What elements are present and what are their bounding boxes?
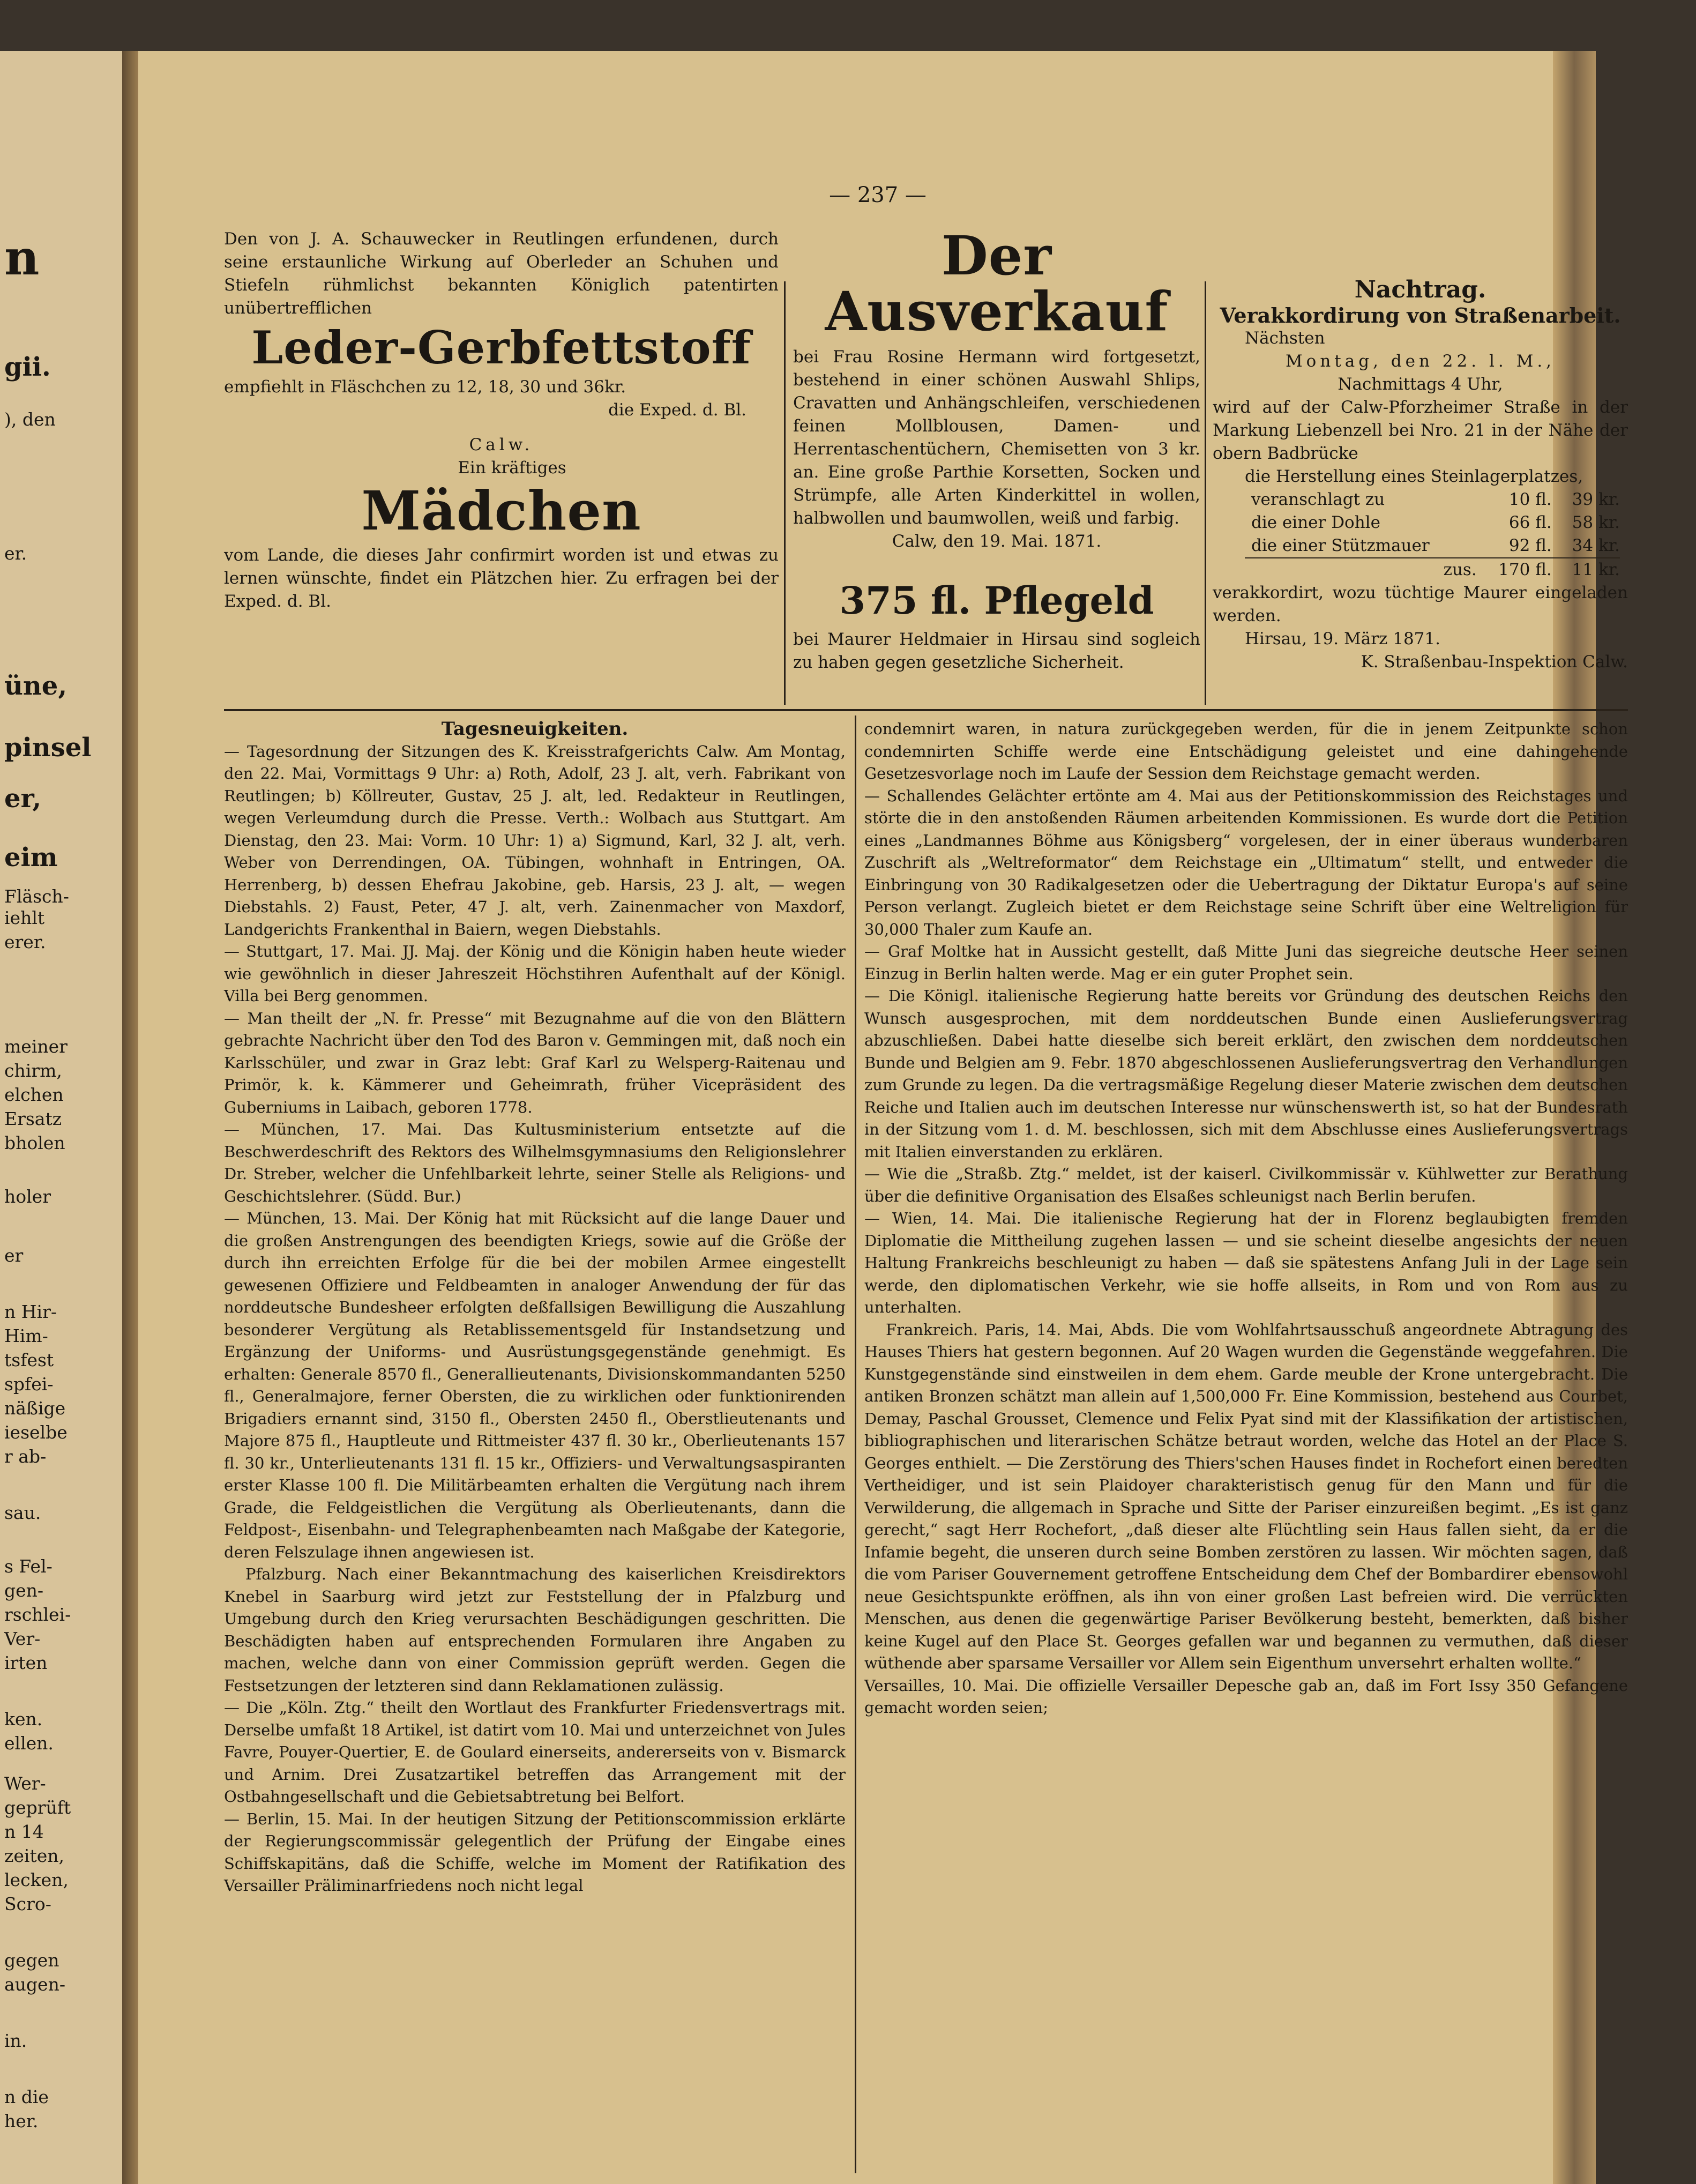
news-item: Pfalzburg. Nach einer Bekanntmachung des kaiserlichen Kreisdirektors Knebel in Saarburg wird jetzt zur Feststellung der in Pfalzburg und Umgebung durch den Krieg verursachten Beschädigungen geschritten. Die Beschädigten haben auf entsprechenden Formularen ihre Angaben zu machen, welche dann von einer Commission geprüft werden. Gegen die Festsetzungen der letzteren sind dann Reklamationen zulässig.: [224, 1565, 846, 1695]
news-item: — Tagesordnung der Sitzungen des K. Kreisstrafgerichts Calw. Am Montag, den 22. Mai, Vormittags 9 Uhr: a) Roth, Adolf, 23 J. alt, verh. Fabrikant von Reutlingen; b) Köllreuter, Gustav, 25 J. alt, led. Redakteur in Reutlingen, wegen Verleumdung durch die Presse. Verth.: Wolbach aus Stuttgart. Am Dienstag, den 23. Mai: Vorm. 10 Uhr: 1) a) Sigmund, Karl, 32 J. alt, verh. Weber von Derrendingen, OA. Tübingen, wohnhaft in Entringen, OA. Herrenberg, b) dessen Ehefrau Jakobine, geb. Harsis, 23 J. alt, — wegen Diebstahls. 2) Faust, Peter, 47 J. alt, verh. Zainenmacher von Maxdorf, Landgerichts Frankenthal in Baiern, wegen Diebstahls.: [224, 742, 846, 938]
pflegeld-title: 375 fl. Pflegeld: [839, 578, 1154, 623]
left-page-fragment-line: spfei-: [4, 1374, 54, 1395]
left-page-fragment-line: sau.: [4, 1502, 41, 1523]
news-column-rule: [855, 715, 856, 2173]
left-page-fragment-line: Fläsch-: [4, 886, 69, 907]
news-item: — Man theilt der „N. fr. Presse“ mit Bezugnahme auf die von den Blättern gebrachte Nachricht über den Tod des Baron v. Gemmingen mit, daß noch ein Karlsschüler, und zwar in Graz lebt: Graf Karl zu Welsperg-Raitenau und Primör, k. k. Kämmerer und Geheimrath, früher Vicepräsident des Guberniums in Laibach, geboren 1778.: [224, 1009, 846, 1116]
ad-column-3: [1213, 276, 1628, 674]
left-page-fragment-line: augen-: [4, 1974, 65, 1995]
news-item: — Berlin, 15. Mai. In der heutigen Sitzung der Petitionscommission erklärte der Regierungscommissär gelegentlich der Prüfung der Eingabe eines Schiffskapitäns, daß die Schiffe, welche im Moment der Ratifikation des Versailler Präliminarfriedens noch nicht legal: [224, 1809, 846, 1895]
news-item: — München, 17. Mai. Das Kultusministerium entsetzte auf die Beschwerdeschrift des Rektors des Wilhelmsgymnasiums den Religionslehrer Dr. Streber, welcher die Unfehlbarkeit lehrte, seiner Stelle als Religions- und Geschichtslehrer. (Südd. Bur.): [224, 1120, 846, 1205]
left-page-fragment-line: erer.: [4, 931, 46, 952]
left-page-fragment-line: näßige: [4, 1398, 66, 1419]
calw-heading: Calw.: [469, 435, 534, 454]
left-page-fragment-line: tsfest: [4, 1350, 54, 1370]
gerbfett-title: Leder-Gerbfettstoff: [251, 321, 751, 374]
ausverkauf-text: bei Frau Rosine Hermann wird fortgesetzt, bestehend in einer schönen Auswahl Shlips, Cravatten und Anhängschleifen, verschiedenen feinen Mollblousen, Damen- und Herrentaschentüchern, Chemisetten von 3 kr. an. Eine große Parthie Korsetten, Socken und Strümpfe, alle Arten Kinderkittel in wollen, halbwollen und baumwollen, weiß und farbig.: [793, 347, 1200, 528]
left-page-fragment-line: holer: [4, 1186, 51, 1207]
left-page-fragment-line: Scro-: [4, 1894, 51, 1914]
cost-row-total: zus. 170 fl. 11 kr.: [1245, 558, 1620, 582]
gerbfett-intro: Den von J. A. Schauwecker in Reutlingen erfundenen, durch seine erstaunliche Wirkung auf Oberleder an Schuhen und Stiefeln rühmlichst bekannten Königlich patentirten unübertrefflichen: [224, 229, 779, 318]
left-page-fragment-line: n Hir-: [4, 1301, 57, 1322]
left-page-fragment-line: geprüft: [4, 1797, 71, 1818]
left-page-fragment-line: gii.: [4, 352, 51, 382]
nachtrag-title: Nachtrag.: [1354, 276, 1486, 303]
ad-column-2: [793, 224, 1200, 674]
news-item: — Graf Moltke hat in Aussicht gestellt, daß Mitte Juni das siegreiche deutsche Heer seinen Einzug in Berlin halten werde. Mag er ein guter Prophet sein.: [864, 942, 1628, 983]
ausverkauf-date: Calw, den 19. Mai. 1871.: [892, 532, 1102, 551]
left-page-fragment-line: Ver-: [4, 1628, 41, 1649]
left-page-fragment-line: Him-: [4, 1325, 48, 1346]
left-page-fragment-line: in.: [4, 2030, 27, 2051]
nachtrag-l4: wird auf der Calw-Pforzheimer Straße in der Markung Liebenzell bei Nro. 21 in der Nähe der obern Badbrücke: [1213, 398, 1628, 463]
maedchen-intro: Ein kräftiges: [458, 458, 566, 478]
left-page-fragment-line: bholen: [4, 1132, 65, 1153]
news-item: — München, 13. Mai. Der König hat mit Rücksicht auf die lange Dauer und die großen Anstrengungen des beendigten Kriegs, sowie auf die Größe der durch ihn erreichten Erfolge für die bei der mobilen Armee eingestellt gewesenen Offiziere und Feldbeamten in analoger Anwendung der für das norddeutsche Bundesheer erfolgten deßfallsigen Bewilligung die Auszahlung besonderer Vergütung als Retablissementsgeld für Instandsetzung und Ergänzung der Uniforms- und Ausrüstungsgegenstände genehmigt. Es erhalten: Generale 8570 fl., Generallieutenants, Divisionskommandanten 5250 fl., Generalmajore, ferner Obersten, die zu wirklichen oder funktionirenden Brigadiers ernannt sind, 3150 fl., Obersten 2450 fl., Oberstlieutenants und Majore 875 fl., Hauptleute und Rittmeister 437 fl. 30 kr., Oberlieutenants 157 fl. 30 kr., Unterlieutenants 131 fl. 15 kr., Offiziers- und Verwaltungsaspiranten erster Klasse 100 fl. Die Militärbeamten erhalten die Vergütung nach ihrem Grade, die Feldgeistlichen die Vergütung als Oberlieutenants, dann die Feldpost-, Eisenbahn- und Telegraphenbeamten nach Maßgabe der Kategorie, deren Felszulage ihnen angewiesen ist.: [224, 1209, 846, 1561]
cost-row: die einer Stützmauer 92 fl. 34 kr.: [1251, 536, 1620, 555]
cost-row: die einer Dohle 66 fl. 58 kr.: [1251, 513, 1620, 532]
left-page-fragment-line: r ab-: [4, 1446, 47, 1467]
cost-row: veranschlagt zu 10 fl. 39 kr.: [1251, 490, 1620, 509]
left-page-fragment-line: n die: [4, 2086, 49, 2107]
left-page-fragment-line: rschlei-: [4, 1604, 71, 1625]
left-page-fragment-line: her.: [4, 2111, 39, 2131]
left-page-fragment-line: gen-: [4, 1580, 44, 1601]
left-page-fragment-line: elchen: [4, 1084, 64, 1105]
left-page-fragment-line: meiner: [4, 1036, 68, 1057]
news-column-left: [224, 718, 846, 1897]
left-page-fragment-line: iehlt: [4, 907, 45, 928]
pflegeld-text: bei Maurer Heldmaier in Hirsau sind sogleich zu haben gegen gesetzliche Sicherheit.: [793, 630, 1200, 672]
news-item: — Wien, 14. Mai. Die italienische Regierung hat der in Florenz beglaubigten fremden Diplomatie die Mittheilung zugehen lassen — und sie scheint dieselbe angesichts der neuen Haltung Frankreichs beschleunigt zu haben — daß sie spätestens Anfang Juli in der Lage sein werde, den diplomatischen Verkehr, wie sie hoffe allseits, in Rom und von Rom aus zu unterhalten.: [864, 1209, 1628, 1316]
nachtrag-l1: Nächsten: [1245, 329, 1325, 348]
left-page-fragment-line: n: [4, 229, 40, 286]
news-item: — Wie die „Straßb. Ztg.“ meldet, ist der kaiserl. Civilkommissär v. Kühlwetter zur Berathung über die definitive Organisation des Elsaßes schleunigst nach Berlin berufen.: [864, 1165, 1628, 1205]
gerbfett-sign: die Exped. d. Bl.: [608, 400, 746, 420]
news-heading: Tagesneuigkeiten.: [441, 718, 629, 740]
news-item: — Schallendes Gelächter ertönte am 4. Mai aus der Petitionskommission des Reichstages und störte die in den anstoßenden Räumen arbeitenden Kommissionen. Es wurde dort die Petition eines „Landmannes Böhme aus Königsberg“ vorgelesen, der in einer überaus wunderbaren Zuschrift als „Weltreformator“ dem Reichstage ein „Ultimatum“ stellt, und entweder die Einbringung von 30 Radikalgesetzen oder die Uebertragung der Diktatur Europa's auf seine Person verlangt. Zugleich bietet er dem Reichstage seine Schrift über eine Weltreligion für 30,000 Thaler zum Kaufe an.: [864, 786, 1628, 938]
left-page-fragment-line: Wer-: [4, 1773, 46, 1794]
news-item: — Stuttgart, 17. Mai. JJ. Maj. der König und die Königin haben heute wieder wie gewöhnlich in dieser Jahreszeit Höchstihren Aufenthalt auf der Königl. Villa bei Berg genommen.: [224, 942, 846, 1005]
news-item: — Die „Köln. Ztg.“ theilt den Wortlaut des Frankfurter Friedensvertrags mit. Derselbe umfaßt 18 Artikel, ist datirt vom 10. Mai und unterzeichnet von Jules Favre, Pouyer-Quertier, E. de Goulard einerseits, andererseits von v. Bismarck und Arnim. Drei Zusatzartikel betreffen das Arrangement mit der Ostbahngesellschaft und die Gebietsabtretung bei Belfort.: [224, 1698, 846, 1806]
left-page-fragment-line: n 14: [4, 1821, 44, 1842]
cost-table: [1245, 488, 1620, 582]
left-page-fragment-line: chirm,: [4, 1060, 62, 1081]
ausverkauf-title: Der Ausverkauf: [825, 224, 1169, 343]
nachtrag-l6: verakkordirt, wozu tüchtige Maurer eingeladen werden.: [1213, 583, 1628, 625]
newspaper-page: [138, 51, 1628, 2184]
nachtrag-l5: die Herstellung eines Steinlagerplatzes,: [1245, 467, 1583, 486]
ad-divider-vertical-2: [1205, 281, 1206, 705]
nachtrag-date: Hirsau, 19. März 1871.: [1245, 629, 1440, 649]
nachtrag-l3: Nachmittags 4 Uhr,: [1338, 375, 1503, 394]
left-page-fragment-line: ieselbe: [4, 1422, 68, 1443]
left-page-fragment-line: er.: [4, 543, 27, 564]
news-column-right: [864, 718, 1628, 1719]
left-page-fragment-line: zeiten,: [4, 1845, 65, 1866]
ads-news-rule: [224, 709, 1628, 711]
left-page-fragment-line: irten: [4, 1652, 48, 1673]
ad-divider-vertical-1: [784, 281, 786, 705]
nachtrag-sign: K. Straßenbau-Inspektion Calw.: [1361, 652, 1628, 672]
gerbfett-text: empfiehlt in Fläschchen zu 12, 18, 30 und 36kr.: [224, 377, 626, 397]
book-gutter: [122, 51, 138, 2184]
left-page-fragment-line: gegen: [4, 1950, 59, 1971]
news-item: condemnirt waren, in natura zurückgegeben werden, für die in jenem Zeitpunkte schon condemnirten Schiffe werde eine Entschädigung geleistet und eine dahingehende Gesetzesvorlage noch im Laufe der Session dem Reichstage gemacht werden.: [864, 720, 1628, 782]
left-page-fragment-line: pinsel: [4, 733, 92, 763]
left-page-fragment-line: ellen.: [4, 1733, 54, 1754]
page-number: — 237 —: [829, 183, 927, 207]
news-item: Frankreich. Paris, 14. Mai, Abds. Die vom Wohlfahrtsausschuß angeordnete Abtragung des Hauses Thiers hat gestern begonnen. Auf 20 Wagen wurden die Gegenstände weggefahren. Die Kunstgegenstände sind einstweilen in dem ehem. Garde meuble der Krone untergebracht. Die antiken Bronzen schätzt man allein auf 1,500,000 Fr. Eine Kommission, bestehend aus Courbet, Demay, Paschal Grousset, Clemence und Felix Pyat sind mit der Klassifikation der artistischen, bibliographischen und literarischen Schätze betraut worden, welche das Hotel an der Place S. Georges enthielt. — Die Zerstörung des Thiers'schen Hauses findet in Rochefort einen beredten Vertheidiger, und ist sein Plaidoyer charakteristisch genug für den Mann und für die Verwilderung, die allgemach in Sprache und Sitte der Pariser einzureißen begimt. „Es ist ganz gerecht,“ sagt Herr Rochefort, „daß dieser alte Flüchtling sein Haus fallen sieht, da er die Infamie begeht, die unseren durch seine Bomben zerstören zu lassen. Wir möchten sagen, daß die vom Pariser Gouvernement getroffene Entscheidung dem Chef der Bombardirer ebensowohl neue Gesichtspunkte eröffnen, als ihn von einer großen Last befreien wird. Die verrückten Menschen, aus denen die gegenwärtige Pariser Bevölkerung besteht, bemerkten, daß bisher keine Kugel auf den Place St. Georges gefallen war und begannen zu vermuthen, daß dieser wüthende aber sparsame Versailler vor Allem sein Eigenthum unversehrt erhalten wollte.“: [864, 1320, 1628, 1672]
news-item: — Die Königl. italienische Regierung hatte bereits vor Gründung des deutschen Reichs den Wunsch ausgesprochen, mit dem norddeutschen Bunde einen Auslieferungsvertrag abzuschließen. Dabei hatte dieselbe sich bereit erklärt, den zwischen dem norddeutschen Bunde und Belgien am 9. Febr. 1870 abgeschlossenen Auslieferungsvertrag den Verhandlungen zum Grunde zu legen. Da die vertragsmäßige Regelung dieser Materie zwischen dem deutschen Reiche und Italien auch im deutschen Interesse nur wünschenswerth ist, so hat der Bundesrath in der Sitzung vom 1. d. M. beschlossen, sich mit dem Abschlusse eines Auslieferungsvertrags mit Italien einverstanden zu erklären.: [864, 987, 1628, 1161]
left-page-fragment-line: ken.: [4, 1709, 43, 1730]
left-page-fragment: [0, 51, 122, 2184]
left-page-fragment-line: s Fel-: [4, 1556, 53, 1577]
left-page-fragment-line: er,: [4, 784, 42, 814]
left-page-fragment-line: ), den: [4, 409, 56, 430]
left-page-fragment-line: er: [4, 1245, 24, 1266]
left-page-fragment-line: üne,: [4, 671, 68, 701]
left-page-fragment-line: eim: [4, 843, 58, 873]
ad-column-1: [224, 228, 779, 613]
left-page-fragment-line: Ersatz: [4, 1108, 62, 1129]
nachtrag-subtitle: Verakkordirung von Straßenarbeit.: [1220, 303, 1621, 327]
maedchen-title: Mädchen: [361, 479, 641, 542]
left-page-fragment-line: lecken,: [4, 1869, 69, 1890]
nachtrag-l2: Montag, den 22. l. M.,: [1285, 352, 1556, 371]
news-item: Versailles, 10. Mai. Die offizielle Versailler Depesche gab an, daß im Fort Issy 350 Gefangene gemacht worden seien;: [864, 1676, 1628, 1717]
maedchen-text: vom Lande, die dieses Jahr confirmirt worden ist und etwas zu lernen wünschte, findet ein Plätzchen hier. Zu erfragen bei der Exped. d. Bl.: [224, 546, 779, 611]
